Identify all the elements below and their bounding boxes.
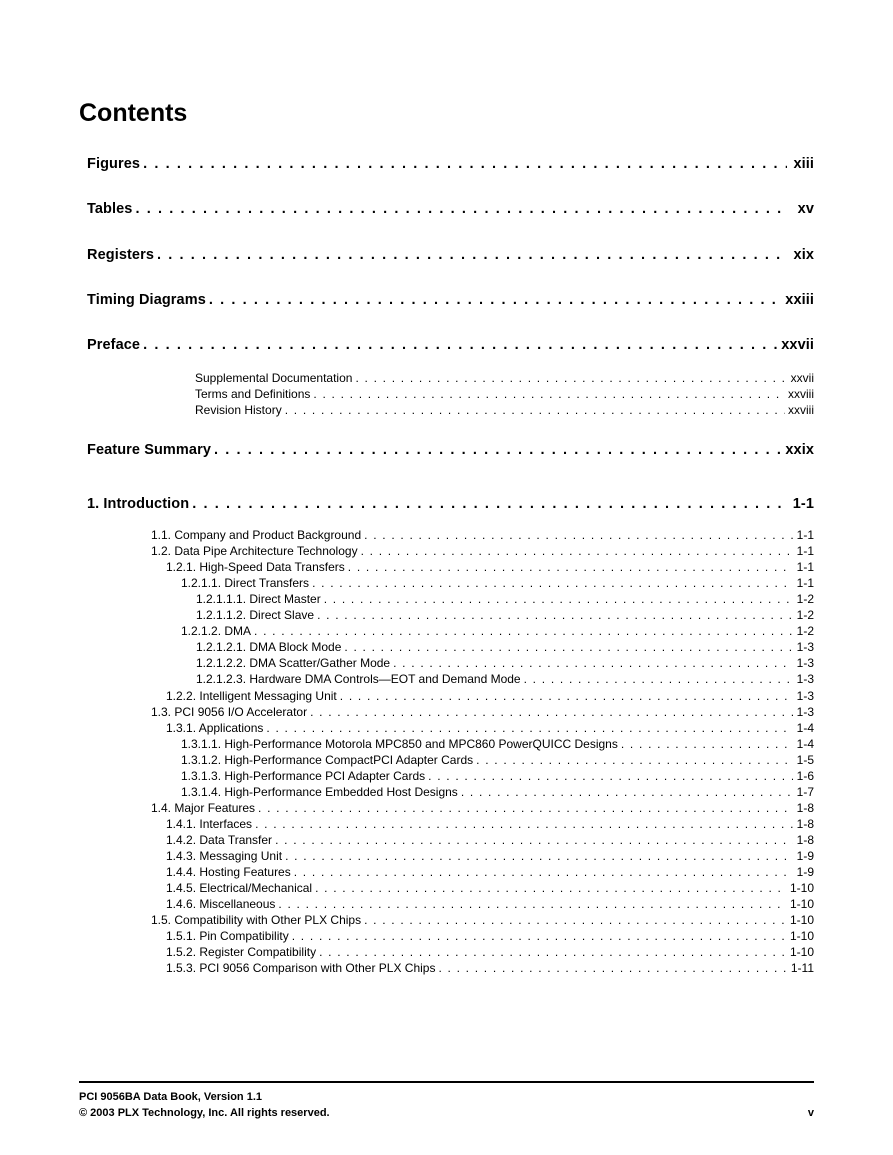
toc-entry-label: 1.3. PCI 9056 I/O Accelerator bbox=[151, 705, 308, 719]
toc-entry-page: 1-1 bbox=[796, 560, 814, 574]
dot-leader bbox=[292, 928, 787, 944]
toc-entry-preface[interactable] bbox=[87, 335, 814, 355]
toc-entry-page: xxiii bbox=[785, 292, 814, 308]
dot-leader bbox=[319, 944, 787, 960]
toc-entry-page: 1-4 bbox=[796, 721, 814, 735]
toc-entry-label: Registers bbox=[87, 247, 154, 263]
toc-entry-page: 1-4 bbox=[796, 737, 814, 751]
toc-entry[interactable] bbox=[166, 896, 814, 912]
footer-book-title: PCI 9056BA Data Book, Version 1.1 bbox=[79, 1091, 262, 1103]
toc-entry-page: 1-8 bbox=[796, 833, 814, 847]
toc-entry-page: 1-2 bbox=[796, 624, 814, 638]
toc-entry-page: 1-9 bbox=[796, 865, 814, 879]
toc-entry-revision-history[interactable] bbox=[195, 402, 814, 418]
toc-entry-label: 1.5.3. PCI 9056 Comparison with Other PLX Chips bbox=[166, 961, 436, 975]
toc-entry-tables[interactable] bbox=[87, 199, 814, 219]
toc-entry-label: 1.5.1. Pin Compatibility bbox=[166, 929, 289, 943]
toc-entry[interactable] bbox=[196, 639, 814, 655]
toc-entry-figures[interactable] bbox=[87, 154, 814, 174]
toc-entry-label: 1.2.1.2.2. DMA Scatter/Gather Mode bbox=[196, 656, 391, 670]
dot-leader bbox=[364, 912, 787, 928]
toc-entry-label: 1.3.1.3. High-Performance PCI Adapter Cards bbox=[181, 769, 426, 783]
toc-entry-label: Revision History bbox=[195, 403, 282, 417]
toc-entry-page: 1-7 bbox=[796, 785, 814, 799]
toc-entry[interactable] bbox=[151, 527, 814, 543]
dot-leader bbox=[461, 784, 793, 800]
toc-entry[interactable] bbox=[166, 559, 814, 575]
dot-leader bbox=[393, 655, 793, 671]
toc-entry-label: 1.4.5. Electrical/Mechanical bbox=[166, 881, 313, 895]
toc-entry-label: 1.3.1.2. High-Performance CompactPCI Adapter Cards bbox=[181, 753, 474, 767]
toc-entry-label: 1.2.1.1.1. Direct Master bbox=[196, 592, 321, 606]
toc-entry[interactable] bbox=[181, 736, 814, 752]
dot-leader bbox=[157, 245, 787, 265]
toc-entry[interactable] bbox=[166, 944, 814, 960]
dot-leader bbox=[266, 720, 793, 736]
toc-entry[interactable] bbox=[151, 912, 814, 928]
toc-entry[interactable] bbox=[181, 784, 814, 800]
toc-entry[interactable] bbox=[196, 591, 814, 607]
dot-leader bbox=[315, 880, 787, 896]
toc-entry-terms-and-definitions[interactable] bbox=[195, 386, 814, 402]
toc-entry-page: 1-6 bbox=[796, 769, 814, 783]
toc-entry[interactable] bbox=[181, 768, 814, 784]
dot-leader bbox=[428, 768, 793, 784]
toc-entry-label: Preface bbox=[87, 337, 141, 353]
toc-entry-label: 1.2.1.2.3. Hardware DMA Controls—EOT and Demand Mode bbox=[196, 672, 521, 686]
toc-entry[interactable] bbox=[181, 575, 814, 591]
toc-entry[interactable] bbox=[166, 848, 814, 864]
dot-leader bbox=[324, 591, 793, 607]
toc-entry[interactable] bbox=[166, 688, 814, 704]
toc-entry-page: xxvii bbox=[790, 371, 814, 385]
dot-leader bbox=[361, 543, 793, 559]
dot-leader bbox=[476, 752, 793, 768]
toc-entry-registers[interactable] bbox=[87, 245, 814, 265]
toc-entry-label: Tables bbox=[87, 201, 133, 217]
toc-entry-label: 1.4.6. Miscellaneous bbox=[166, 897, 276, 911]
toc-entry-page: 1-10 bbox=[789, 929, 814, 943]
dot-leader bbox=[143, 154, 787, 174]
toc-entry-page: 1-3 bbox=[796, 656, 814, 670]
toc-entry-page: 1-5 bbox=[796, 753, 814, 767]
dot-leader bbox=[312, 575, 793, 591]
dot-leader bbox=[285, 848, 793, 864]
dot-leader bbox=[364, 527, 793, 543]
toc-entry-label: Feature Summary bbox=[87, 442, 211, 458]
toc-entry-page: 1-11 bbox=[790, 961, 814, 975]
toc-entry[interactable] bbox=[166, 720, 814, 736]
toc-entry-label: 1.2.1.1.2. Direct Slave bbox=[196, 608, 315, 622]
dot-leader bbox=[255, 816, 793, 832]
dot-leader bbox=[344, 639, 793, 655]
dot-leader bbox=[254, 623, 793, 639]
footer-copyright: © 2003 PLX Technology, Inc. All rights reserved. bbox=[79, 1107, 330, 1119]
toc-entry-page: 1-10 bbox=[789, 881, 814, 895]
toc-entry-page: 1-8 bbox=[796, 801, 814, 815]
toc-entry-page: xiii bbox=[793, 156, 814, 172]
dot-leader bbox=[294, 864, 793, 880]
toc-entry-page: 1-10 bbox=[789, 897, 814, 911]
dot-leader bbox=[355, 370, 787, 386]
toc-entry-supplemental-documentation[interactable] bbox=[195, 370, 814, 386]
toc-entry-label: 1.4. Major Features bbox=[151, 801, 256, 815]
toc-entry[interactable] bbox=[166, 960, 814, 976]
toc-entry-page: xxviii bbox=[788, 403, 814, 417]
toc-entry[interactable] bbox=[166, 880, 814, 896]
toc-entry-page: 1-9 bbox=[796, 849, 814, 863]
toc-entry-timing-diagrams[interactable] bbox=[87, 290, 814, 310]
footer-rule bbox=[79, 1081, 814, 1083]
toc-entry-label: 1.3.1.4. High-Performance Embedded Host Designs bbox=[181, 785, 458, 799]
toc-entry-page: 1-10 bbox=[789, 945, 814, 959]
dot-leader bbox=[214, 440, 782, 460]
toc-entry-label: 1.2.2. Intelligent Messaging Unit bbox=[166, 689, 337, 703]
toc-entry-label: 1.1. Company and Product Background bbox=[151, 528, 362, 542]
toc-entry-label: 1.2.1. High-Speed Data Transfers bbox=[166, 560, 345, 574]
toc-entry-page: xxix bbox=[785, 442, 814, 458]
toc-entry-page: 1-3 bbox=[796, 672, 814, 686]
toc-entry-page: 1-1 bbox=[796, 576, 814, 590]
toc-entry-page: xv bbox=[797, 201, 814, 217]
toc-entry-label: 1.2.1.1. Direct Transfers bbox=[181, 576, 310, 590]
toc-entry-introduction[interactable] bbox=[87, 494, 814, 514]
toc-entry-label: 1.3.1. Applications bbox=[166, 721, 264, 735]
dot-leader bbox=[317, 607, 793, 623]
toc-entry-label: Timing Diagrams bbox=[87, 292, 206, 308]
toc-entry-page: 1-10 bbox=[789, 913, 814, 927]
toc-entry-label: 1.4.1. Interfaces bbox=[166, 817, 253, 831]
toc-entry-label: 1.5. Compatibility with Other PLX Chips bbox=[151, 913, 362, 927]
toc-entry-label: 1.3.1.1. High-Performance Motorola MPC850 and MPC860 PowerQUICC Designs bbox=[181, 737, 618, 751]
dot-leader bbox=[209, 290, 782, 310]
dot-leader bbox=[135, 199, 787, 219]
toc-entry[interactable] bbox=[166, 928, 814, 944]
toc-entry-page: 1-8 bbox=[796, 817, 814, 831]
toc-entry-page: 1-1 bbox=[796, 528, 814, 542]
toc-entry-label: 1.2.1.2. DMA bbox=[181, 624, 252, 638]
toc-entry-page: xxviii bbox=[788, 387, 814, 401]
toc-entry-page: 1-3 bbox=[796, 705, 814, 719]
toc-entry-page: xix bbox=[793, 247, 814, 263]
toc-entry-label: Figures bbox=[87, 156, 141, 172]
toc-entry[interactable] bbox=[151, 800, 814, 816]
toc-entry-label: 1. Introduction bbox=[87, 496, 190, 512]
page-title: Contents bbox=[79, 99, 188, 127]
toc-entry-label: 1.2.1.2.1. DMA Block Mode bbox=[196, 640, 342, 654]
toc-entry-page: 1-3 bbox=[796, 689, 814, 703]
dot-leader bbox=[278, 896, 787, 912]
toc-entry[interactable] bbox=[181, 752, 814, 768]
dot-leader bbox=[310, 704, 793, 720]
dot-leader bbox=[192, 494, 787, 514]
dot-leader bbox=[524, 671, 793, 687]
toc-entry[interactable] bbox=[181, 623, 814, 639]
dot-leader bbox=[275, 832, 793, 848]
toc-entry-page: 1-1 bbox=[792, 496, 814, 512]
toc-entry-label: 1.4.2. Data Transfer bbox=[166, 833, 273, 847]
toc-entry-label: 1.2. Data Pipe Architecture Technology bbox=[151, 544, 358, 558]
dot-leader bbox=[285, 402, 785, 418]
dot-leader bbox=[348, 559, 793, 575]
dot-leader bbox=[143, 335, 778, 355]
toc-entry-label: Supplemental Documentation bbox=[195, 371, 353, 385]
toc-entry-page: xxvii bbox=[781, 337, 814, 353]
dot-leader bbox=[621, 736, 793, 752]
toc-entry[interactable] bbox=[196, 655, 814, 671]
toc-entry-label: 1.5.2. Register Compatibility bbox=[166, 945, 317, 959]
toc-entry-label: 1.4.4. Hosting Features bbox=[166, 865, 291, 879]
toc-entry[interactable] bbox=[166, 864, 814, 880]
footer-page-number: v bbox=[807, 1107, 814, 1119]
dot-leader bbox=[438, 960, 787, 976]
dot-leader bbox=[258, 800, 793, 816]
toc-entry[interactable] bbox=[196, 671, 814, 687]
toc-entry-label: 1.4.3. Messaging Unit bbox=[166, 849, 283, 863]
dot-leader bbox=[313, 386, 785, 402]
toc-entry[interactable] bbox=[151, 704, 814, 720]
toc-entry-page: 1-3 bbox=[796, 640, 814, 654]
dot-leader bbox=[340, 688, 793, 704]
toc-entry-page: 1-1 bbox=[796, 544, 814, 558]
toc-entry[interactable] bbox=[196, 607, 814, 623]
toc-entry-feature-summary[interactable] bbox=[87, 440, 814, 460]
toc-entry[interactable] bbox=[166, 816, 814, 832]
toc-entry-label: Terms and Definitions bbox=[195, 387, 311, 401]
toc-entry[interactable] bbox=[166, 832, 814, 848]
toc-entry-page: 1-2 bbox=[796, 592, 814, 606]
toc-entry-page: 1-2 bbox=[796, 608, 814, 622]
toc-entry[interactable] bbox=[151, 543, 814, 559]
